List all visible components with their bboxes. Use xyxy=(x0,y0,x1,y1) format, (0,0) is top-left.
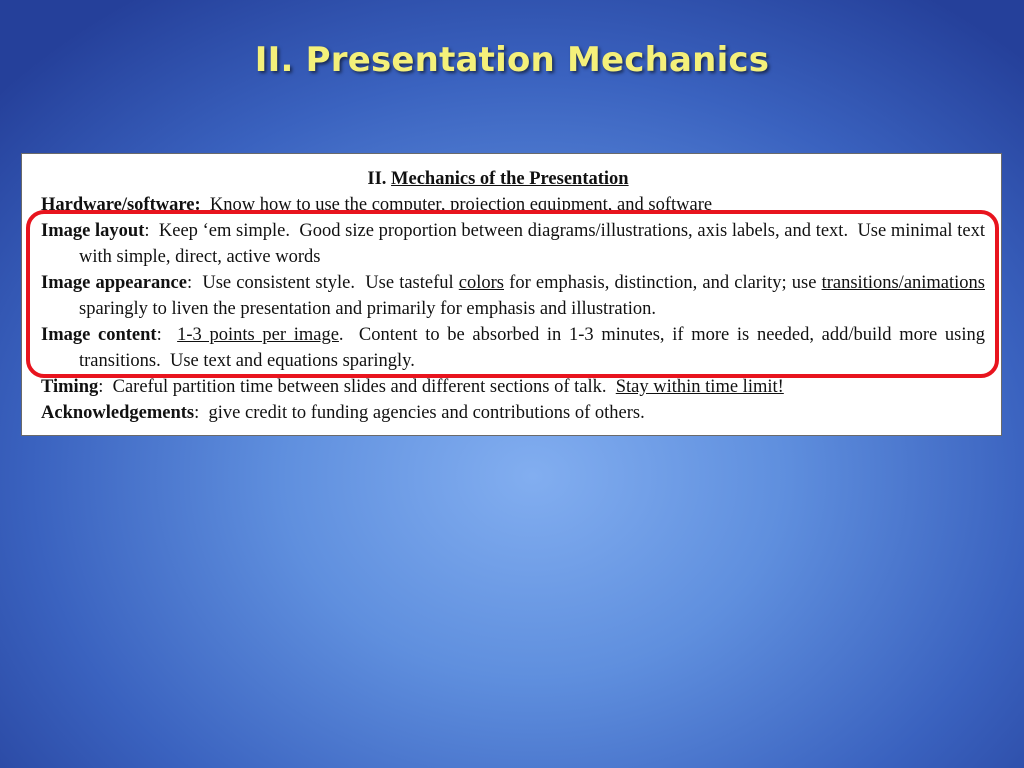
document-heading xyxy=(11,166,985,192)
document-entry-text: Know how to use the computer, projection equipment, and software xyxy=(200,195,713,215)
document-entry-label: Image layout xyxy=(41,221,145,241)
document-entry-text: : xyxy=(156,325,178,345)
document-entry-underlined-text: 1-3 points per image xyxy=(177,325,339,345)
document-entry-label: Image content xyxy=(41,325,157,345)
document-entry-text: : Careful partition time between slides and different sections of talk. xyxy=(98,377,616,397)
slide-title: II. Presentation Mechanics xyxy=(254,40,770,80)
document-entry-label: Acknowledgements xyxy=(41,403,195,423)
document-entry-text: : Keep ‘em simple. Good size proportion between diagrams/illustrations, axis labels, and text. Use minimal text with simple, direct, active words xyxy=(79,221,990,267)
document-heading-prefix: II. xyxy=(367,169,387,189)
document-entry-text: : Use consistent style. Use tasteful xyxy=(186,273,459,293)
document-entry-label: Timing xyxy=(41,377,99,397)
document-heading-title: Mechanics of the Presentation xyxy=(391,169,629,189)
document-entry-underlined-text: transitions/animations xyxy=(821,273,985,293)
highlight-ring xyxy=(26,210,999,378)
document-entry xyxy=(41,400,985,426)
document-entry-text: sparingly to liven the presentation and primarily for emphasis and illustration. xyxy=(79,273,990,319)
document-entry-text: for emphasis, distinction, and clarity; use xyxy=(504,273,822,293)
document-entry-text: . Content to be absorbed in 1-3 minutes, if more is needed, add/build more using transitions. Use text and equations sparingly. xyxy=(79,325,990,371)
document-entry-underlined-text: Stay within time limit! xyxy=(615,377,784,397)
document-entry-label: Hardware/software: xyxy=(41,195,201,215)
document-entry-underlined-text: colors xyxy=(458,273,505,293)
document-entry-text: : give credit to funding agencies and contributions of others. xyxy=(194,403,645,423)
document-entry-label: Image appearance xyxy=(41,273,187,293)
